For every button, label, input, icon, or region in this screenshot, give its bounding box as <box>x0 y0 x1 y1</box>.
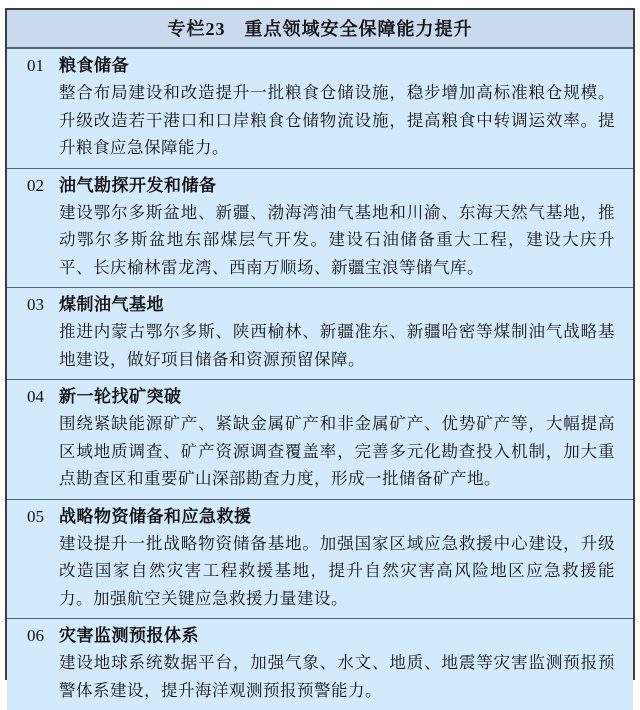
section-row <box>7 287 633 379</box>
section-row <box>7 168 633 288</box>
section-body-text: 建设提升一批战略物资储备基地。加强国家区域应急救援中心建设，升级改造国家自然灾害工程救援基地，提升自然灾害高风险地区应急救援能力。加强航空关键应急救援力量建设。 <box>59 533 615 608</box>
section-number: 05 <box>27 506 44 526</box>
panel-title: 专栏23 重点领域安全保障能力提升 <box>167 19 473 39</box>
section-body-text: 建设地球系统数据平台，加强气象、水文、地质、地震等灾害监测预报预警体系建设，提升海洋观测预报预警能力。 <box>59 653 615 700</box>
section-title: 粮食储备 <box>59 56 129 75</box>
section-number: 02 <box>27 175 44 195</box>
section-heading-row <box>27 383 615 410</box>
section-title: 新一轮找矿突破 <box>59 387 182 406</box>
section-title: 煤制油气基地 <box>59 295 164 314</box>
section-number: 03 <box>27 295 44 314</box>
section-row <box>7 499 633 619</box>
section-heading-row <box>27 503 615 530</box>
section-body-text: 推进内蒙古鄂尔多斯、陕西榆林、新疆准东、新疆哈密等煤制油气战略基地建设，做好项目储备和资源预留保障。 <box>59 322 615 369</box>
section-body-text: 整合布局建设和改造提升一批粮食仓储设施，稳步增加高标准粮仓规模。升级改造若干港口和口岸粮食仓储物流设施，提高粮食中转调运效率。提升粮食应急保障能力。 <box>59 83 615 157</box>
section-title: 战略物资储备和应急救援 <box>59 506 252 526</box>
section-row <box>7 379 633 499</box>
panel-title-bar <box>7 10 633 49</box>
sections-container <box>7 49 633 710</box>
section-number: 06 <box>27 626 44 645</box>
section-row <box>7 49 633 168</box>
section-body-text: 围绕紧缺能源矿产、紧缺金属矿产和非金属矿产、优势矿产等，大幅提高区域地质调查、矿产资源调查覆盖率，完善多元化勘查投入机制，加大重点勘查区和重要矿山深部勘查力度，形成一批储备矿产地。 <box>59 414 615 488</box>
section-heading-row <box>27 291 615 318</box>
section-heading-row <box>27 622 615 649</box>
section-body-text: 建设鄂尔多斯盆地、新疆、渤海湾油气基地和川渝、东海天然气基地，推动鄂尔多斯盆地东部煤层气开发。建设石油储备重大工程，建设大庆升平、长庆榆林雷龙湾、西南万顺场、新疆宝浪等储气库。 <box>59 202 615 277</box>
section-title: 灾害监测预报体系 <box>59 626 199 645</box>
section-number: 04 <box>27 387 44 406</box>
section-heading-row <box>27 52 615 79</box>
section-number: 01 <box>27 56 44 75</box>
section-heading-row <box>27 172 615 199</box>
section-title: 油气勘探开发和储备 <box>59 175 217 195</box>
section-row <box>7 618 633 710</box>
column-23-panel <box>5 8 635 700</box>
